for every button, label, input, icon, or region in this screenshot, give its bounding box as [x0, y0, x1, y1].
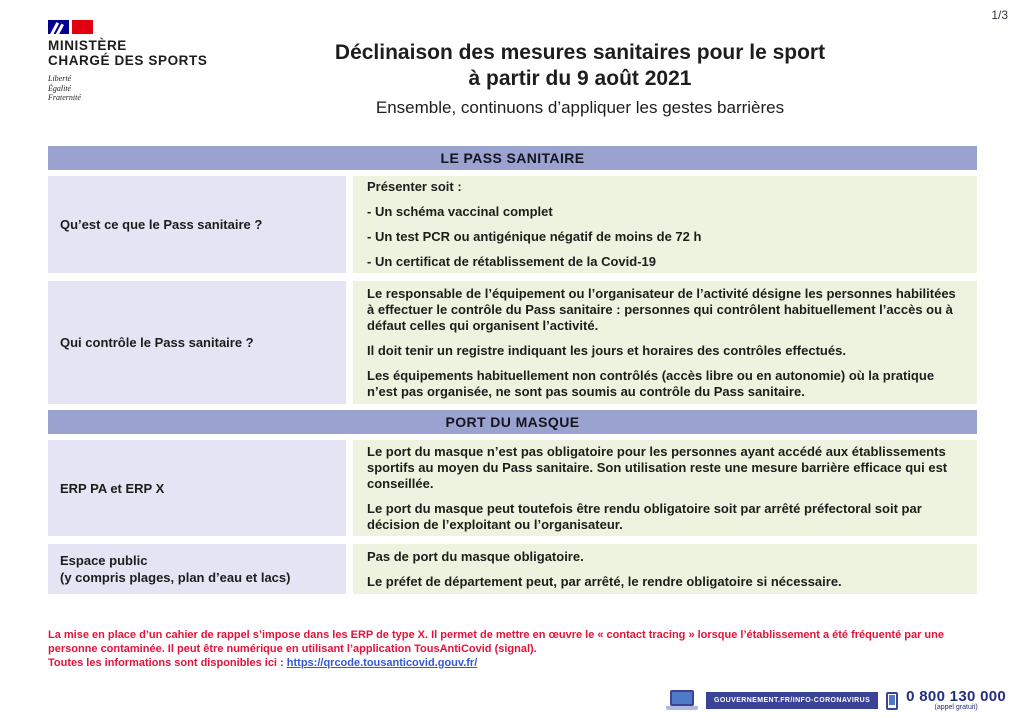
content-paragraph: - Un schéma vaccinal complet [367, 204, 553, 219]
phone-number: 0 800 130 000 [906, 688, 1006, 705]
government-banner [666, 689, 1006, 712]
content-paragraph: - Un test PCR ou antigénique négatif de moins de 72 h [367, 229, 702, 244]
table-row [48, 440, 977, 536]
page-title [280, 40, 880, 92]
table-row [48, 281, 977, 404]
content-paragraph: Le préfet de département peut, par arrêté, le rendre obligatoire si nécessaire. [367, 573, 842, 589]
content-paragraph: Le responsable de l’équipement ou l’organisateur de l’activité désigne les personnes habilitées à effectuer le contrôle du Pass sanitaire : personnes qui contrôlent habituellement l’accès ou à défaut celles qui organisent l’activité. [367, 285, 956, 333]
table-row [48, 544, 977, 594]
row-content [353, 281, 977, 404]
row-label-text: Espace public [60, 553, 148, 568]
laptop-icon [666, 690, 698, 712]
content-paragraph: Les équipements habituellement non contrôlés (accès libre ou en autonomie) où la pratique n’est pas organisée, ne sont pas soumis au contrôle du Pass sanitaire. [367, 367, 935, 399]
row-label-text: Qu’est ce que le Pass sanitaire ? [60, 217, 263, 232]
motto-fraternite: Fraternité [48, 93, 81, 102]
header-block [280, 40, 880, 118]
flag-red-block [72, 20, 93, 34]
laptop-base [666, 706, 698, 710]
section-header-pass-sanitaire: LE PASS SANITAIRE [48, 146, 977, 170]
row-label-text: ERP PA et ERP X [60, 480, 165, 496]
content-paragraph: Le port du masque n’est pas obligatoire pour les personnes ayant accédé aux établissements sportifs au moyen du Pass sanitaire. Son utilisation reste une mesure barrière efficace qui est conseillée. [367, 443, 948, 491]
page-number: 1/3 [991, 8, 1008, 22]
ministry-logo [48, 20, 268, 103]
phone-block [906, 689, 1006, 712]
french-flag-icon [48, 20, 268, 34]
row-label [48, 544, 346, 594]
page-subtitle: Ensemble, continuons d’appliquer les gestes barrières [375, 98, 785, 117]
content-paragraph: Le port du masque peut toutefois être rendu obligatoire soit par arrêté préfectoral soit par décision de l’exploitant ou l’organisateur. [367, 500, 922, 532]
title-line1: Déclinaison des mesures sanitaires pour le sport [334, 41, 826, 64]
row-label-text: Qui contrôle le Pass sanitaire ? [60, 335, 254, 350]
motto-liberte: Liberté [48, 74, 72, 83]
row-label-subtext: (y compris plages, plan d’eau et lacs) [60, 570, 291, 585]
flag-blue-block [48, 20, 69, 34]
row-content [353, 440, 977, 536]
footer-note-link-line [48, 656, 982, 670]
content-paragraph: Présenter soit : [367, 179, 462, 194]
row-label [48, 176, 346, 273]
ministry-line2: CHARGÉ DES SPORTS [48, 53, 208, 68]
republic-motto [48, 74, 268, 103]
phone-free-call-note: (appel gratuit) [934, 704, 978, 711]
row-label [48, 281, 346, 404]
table-row [48, 176, 977, 273]
footer-note [48, 628, 982, 670]
tousanticovid-link[interactable]: https://qrcode.tousanticovid.gouv.fr/ [286, 657, 478, 669]
ministry-name [48, 38, 268, 68]
ministry-line1: MINISTÈRE [48, 38, 127, 53]
content-paragraph: Pas de port du masque obligatoire. [367, 548, 584, 564]
measures-table [48, 146, 977, 594]
row-label [48, 440, 346, 536]
row-content [353, 544, 977, 594]
government-site-badge: GOUVERNEMENT.FR/INFO-CORONAVIRUS [706, 692, 878, 709]
laptop-screen [670, 690, 694, 706]
content-paragraph: - Un certificat de rétablissement de la Covid-19 [367, 254, 656, 269]
content-paragraph: Il doit tenir un registre indiquant les jours et horaires des contrôles effectués. [367, 342, 846, 358]
motto-egalite: Égalité [48, 83, 72, 93]
footer-note-paragraph: La mise en place d’un cahier de rappel s’impose dans les ERP de type X. Il permet de mettre en œuvre le « contact tracing » lorsque l’établissement a été fréquenté par une personne contaminée. Il peut être numérique en utilisant l’application TousAntiCovid (signal). [48, 629, 944, 655]
row-content [353, 176, 977, 273]
smartphone-icon [886, 692, 898, 710]
title-line2: à partir du 9 août 2021 [468, 67, 692, 90]
section-header-port-du-masque: PORT DU MASQUE [48, 410, 977, 434]
footer-note-link-prefix: Toutes les informations sont disponibles ici : [48, 657, 287, 669]
